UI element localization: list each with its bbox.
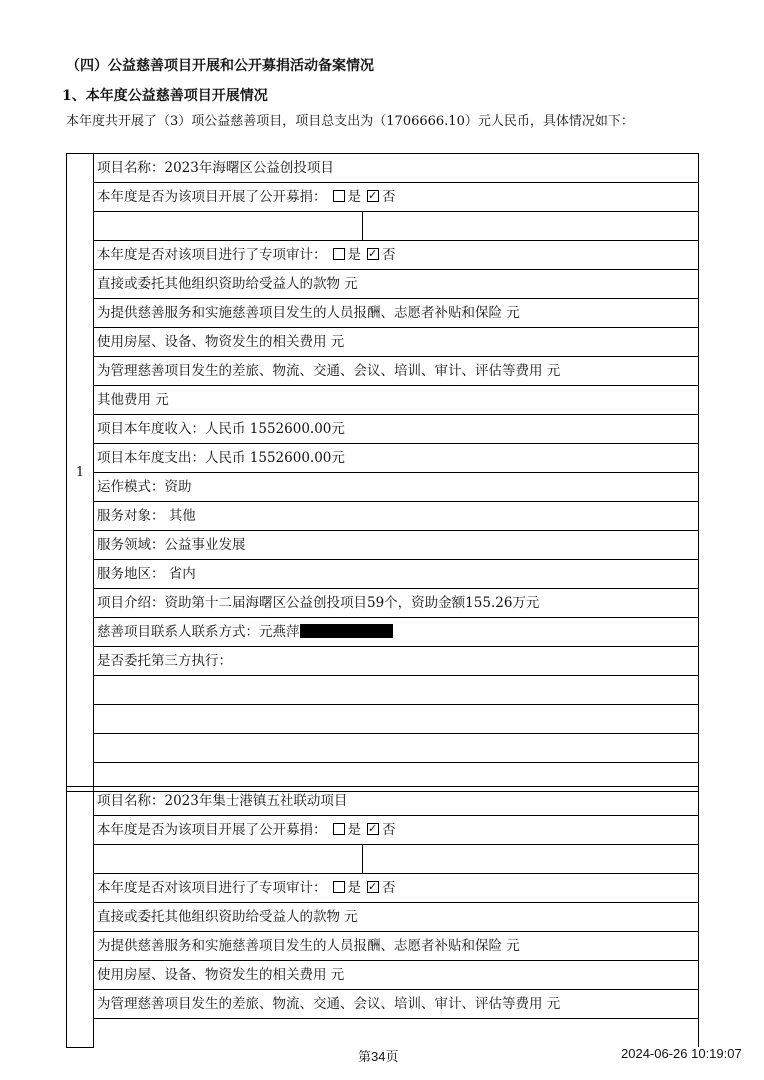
yes-checkbox[interactable] (333, 823, 345, 835)
no-label: 否 (382, 880, 396, 896)
personnel-row: 为提供慈善服务和实施慈善项目发生的人员报酬、志愿者补贴和保险 元 (94, 932, 699, 961)
expense-row: 项目本年度支出：人民币 1552600.00元 (94, 444, 699, 473)
blank-row (94, 734, 699, 763)
contact-row (94, 618, 699, 647)
yes-label: 是 (347, 247, 361, 263)
blank-split-row (94, 212, 699, 241)
mode-row: 运作模式：资助 (94, 473, 699, 502)
no-label: 否 (382, 247, 396, 263)
admin-row: 为管理慈善项目发生的差旅、物流、交通、会议、培训、审计、评估等费用 元 (94, 357, 699, 386)
yes-checkbox[interactable] (333, 881, 345, 893)
facilities-row: 使用房屋、设备、物资发生的相关费用 元 (94, 328, 699, 357)
personnel-row: 为提供慈善服务和实施慈善项目发生的人员报酬、志愿者补贴和保险 元 (94, 299, 699, 328)
fundraising-question: 本年度是否为该项目开展了公开募捐： (97, 189, 327, 205)
blank-split-row (94, 845, 699, 874)
subsection-title: 1、本年度公益慈善项目开展情况 (62, 88, 268, 104)
audit-row (94, 874, 699, 903)
audit-row (94, 241, 699, 270)
blank-row (94, 705, 699, 734)
no-checkbox-checked[interactable] (367, 823, 379, 835)
yes-label: 是 (347, 189, 361, 205)
fundraising-row (94, 183, 699, 212)
description-row: 项目介绍：资助第十二届海曙区公益创投项目59个，资助金额155.26万元 (94, 589, 699, 618)
redaction-block (300, 624, 393, 638)
target-row: 服务对象： 其他 (94, 502, 699, 531)
income-row: 项目本年度收入：人民币 1552600.00元 (94, 415, 699, 444)
project-number-cell (67, 787, 94, 1048)
field-row: 服务领域：公益事业发展 (94, 531, 699, 560)
page-number: 第34页 (358, 1049, 399, 1064)
project-name: 项目名称：2023年集士港镇五社联动项目 (94, 787, 699, 816)
contact-text: 慈善项目联系人联系方式：元燕萍 (97, 624, 300, 640)
project-table-1 (66, 153, 699, 792)
direct-aid-row: 直接或委托其他组织资助给受益人的款物 元 (94, 270, 699, 299)
audit-question: 本年度是否对该项目进行了专项审计： (97, 247, 327, 263)
fundraising-question: 本年度是否为该项目开展了公开募捐： (97, 822, 327, 838)
timestamp: 2024-06-26 10:19:07 (621, 1046, 742, 1061)
no-label: 否 (382, 189, 396, 205)
project-number: 1 (67, 154, 94, 792)
admin-row: 为管理慈善项目发生的差旅、物流、交通、会议、培训、审计、评估等费用 元 (94, 990, 699, 1019)
yes-label: 是 (347, 822, 361, 838)
cutoff-row (94, 1019, 699, 1048)
project-table-2 (66, 786, 699, 1048)
section-title: （四）公益慈善项目开展和公开募捐活动备案情况 (66, 58, 374, 74)
yes-label: 是 (347, 880, 361, 896)
yes-checkbox[interactable] (333, 248, 345, 260)
yes-checkbox[interactable] (333, 190, 345, 202)
no-checkbox-checked[interactable] (367, 881, 379, 893)
no-label: 否 (382, 822, 396, 838)
no-checkbox-checked[interactable] (367, 190, 379, 202)
project-name: 项目名称：2023年海曙区公益创投项目 (94, 154, 699, 183)
blank-row (94, 676, 699, 705)
intro-text: 本年度共开展了（3）项公益慈善项目，项目总支出为（1706666.10）元人民币，具体情况如下： (66, 114, 634, 129)
direct-aid-row: 直接或委托其他组织资助给受益人的款物 元 (94, 903, 699, 932)
facilities-row: 使用房屋、设备、物资发生的相关费用 元 (94, 961, 699, 990)
region-row: 服务地区： 省内 (94, 560, 699, 589)
third-party-row: 是否委托第三方执行： (94, 647, 699, 676)
fundraising-row (94, 816, 699, 845)
other-row: 其他费用 元 (94, 386, 699, 415)
audit-question: 本年度是否对该项目进行了专项审计： (97, 880, 327, 896)
no-checkbox-checked[interactable] (367, 248, 379, 260)
